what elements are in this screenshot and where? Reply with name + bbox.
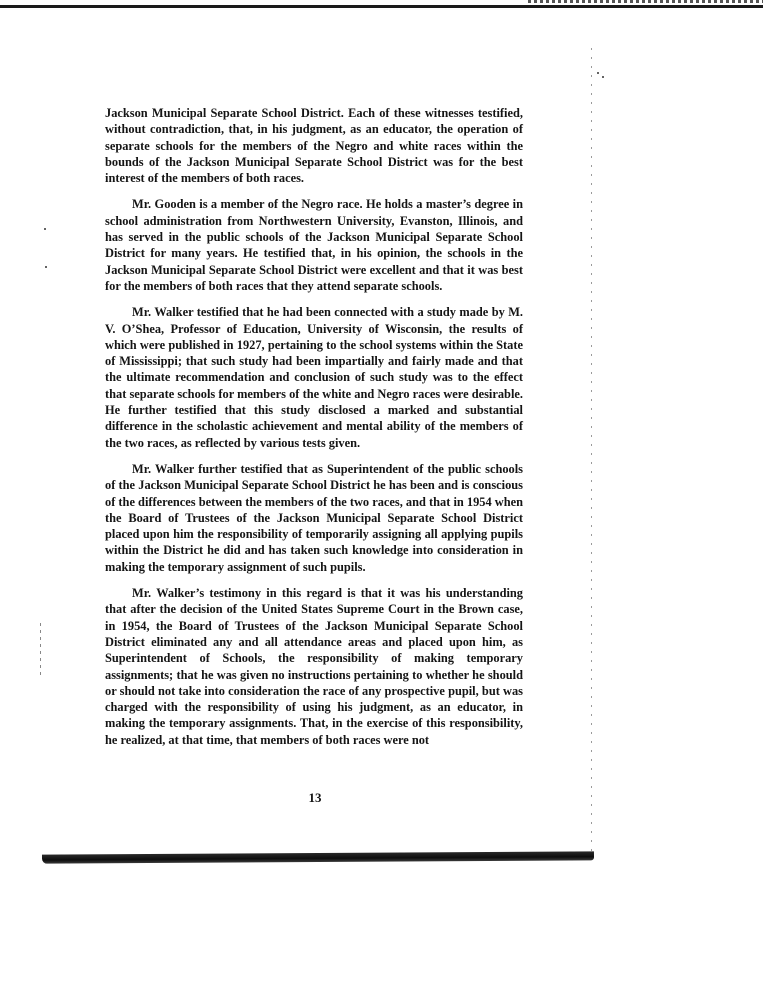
paragraph: Mr. Walker’s testimony in this regard is that it was his understanding that after the decision of the United States Supreme Court in the Brown case, in 1954, the Board of Trustees of the Jackson Municipal Separate School District eliminated any and all attendance areas and placed upon him, as Superintendent of Schools, the responsibility of making temporary assignments; that he was given no instructions pertaining to whether he should or should not take into consideration the race of any prospective pupil, but was charged with the responsibility of using his judgment, as an educator, in making the temporary assignments. That, in the exercise of this responsibility, he realized, at that time, that members of both races were not bbox=[105, 586, 523, 747]
left-scan-mark bbox=[40, 623, 41, 675]
page-number: 13 bbox=[308, 790, 322, 805]
scan-speck bbox=[44, 228, 46, 230]
paragraph: Mr. Walker further testified that as Superintendent of the public schools of the Jackson Municipal Separate School District he has been and is conscious of the differences between the members of the two races, and that in 1954 when the Board of Trustees of the Jackson Municipal Separate School District placed upon him the responsibility of temporarily assigning all applying pupils within the District he did and has taken such knowledge into consideration in making the temporary assignment of such pupils. bbox=[105, 461, 523, 574]
scan-speck bbox=[602, 76, 604, 78]
paragraph: Jackson Municipal Separate School District. Each of these witnesses testified, without contradiction, that, in his judgment, as an educator, the operation of separate schools for the members of the Negro and white races within the bounds of the Jackson Municipal Separate School District was for the best interest of the members of both races. bbox=[105, 106, 523, 186]
paragraph: Mr. Gooden is a member of the Negro race. He holds a master’s degree in school administration from Northwestern University, Evanston, Illinois, and has served in the public schools of the Jackson Municipal Separate School District for many years. He testified that, in his opinion, the schools in the Jackson Municipal Separate School District were excellent and that it was best for the members of both races that they attend separate schools. bbox=[105, 197, 523, 293]
scan-speck bbox=[45, 266, 47, 268]
document-body bbox=[105, 105, 523, 758]
right-page-edge bbox=[591, 48, 592, 860]
top-dotted-edge bbox=[528, 0, 763, 3]
paragraph: Mr. Walker testified that he had been connected with a study made by M. V. O’Shea, Professor of Education, University of Wisconsin, the results of which were published in 1927, pertaining to the school systems within the State of Mississippi; that such study had been impartially and fairly made and that the ultimate recommendation and conclusion of such study was to the effect that separate schools for members of the white and Negro races were desirable. He further testified that this study disclosed a marked and substantial difference in the scholastic achievement and mental ability of the members of the two races, as reflected by various tests given. bbox=[105, 305, 523, 450]
bottom-border-rule bbox=[42, 851, 594, 863]
scan-speck bbox=[597, 72, 599, 74]
top-border-rule bbox=[0, 5, 763, 8]
